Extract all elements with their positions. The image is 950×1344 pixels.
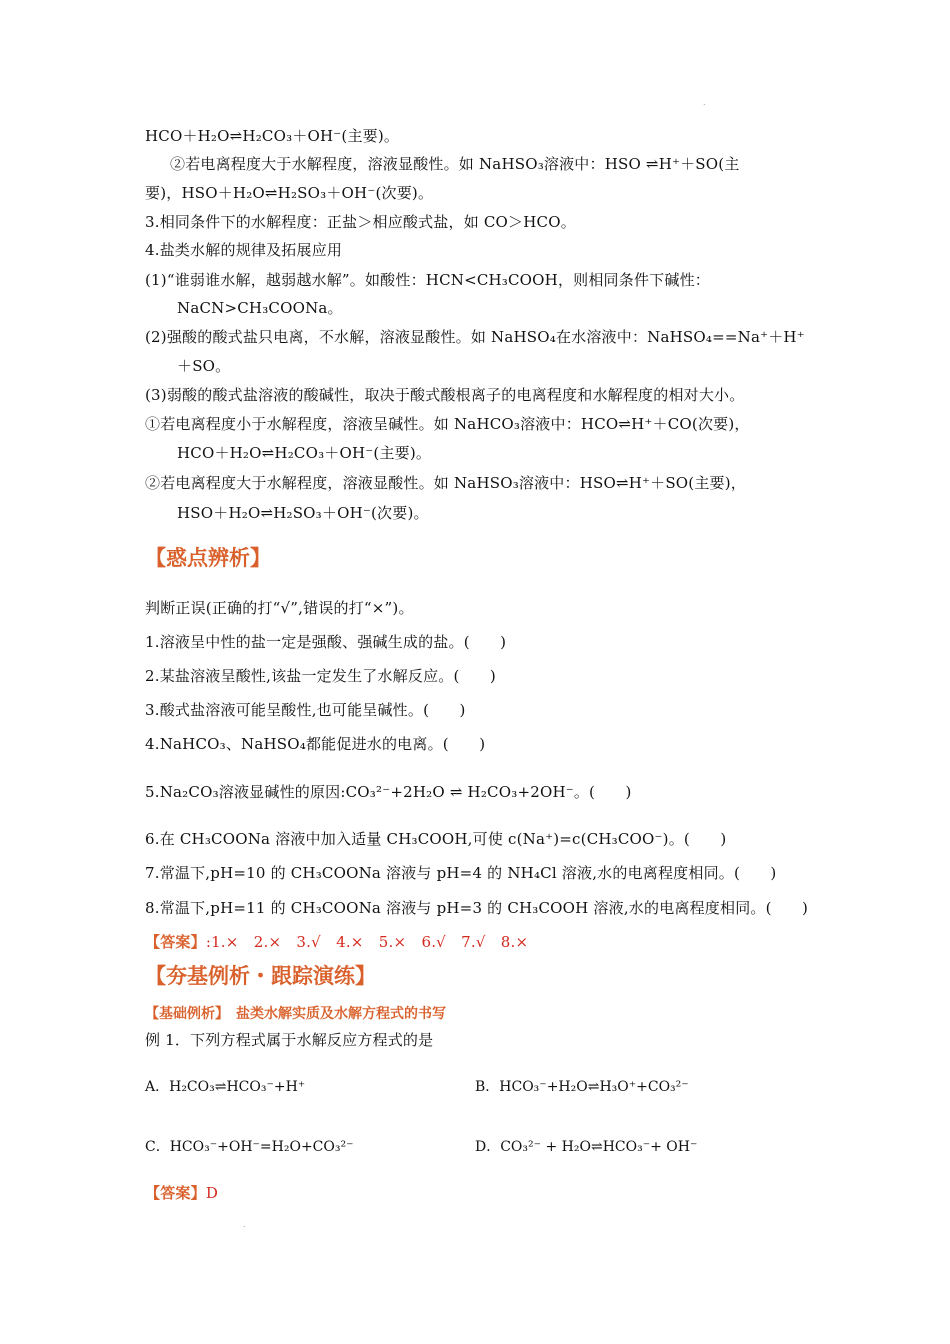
text-line: ＋SO。 [177, 357, 231, 375]
answer-line [145, 932, 528, 952]
section-intro: 判断正误(正确的打“√”,错误的打“×”)。 [145, 599, 414, 617]
text-line: ②若电离程度大于水解程度，溶液显酸性。如 NaHSO₃溶液中：HSO⇌H⁺＋SO(主要)， [145, 474, 747, 492]
text-line: ①若电离程度小于水解程度，溶液呈碱性。如 NaHCO₃溶液中：HCO⇌H⁺＋CO(次要)， [145, 415, 750, 433]
text-line: 3.相同条件下的水解程度：正盐＞相应酸式盐，如 CO＞HCO。 [145, 213, 576, 231]
text-line: HCO＋H₂O⇌H₂CO₃＋OH⁻(主要)。 [145, 127, 400, 145]
list-item: 6.在 CH₃COONa 溶液中加入适量 CH₃COOH,可使 c(Na⁺)=c(CH₃COO⁻)。( ) [145, 830, 727, 848]
list-item: 2.某盐溶液呈酸性,该盐一定发生了水解反应。( ) [145, 667, 496, 685]
question-text: 例 1．下列方程式属于水解反应方程式的是 [145, 1031, 434, 1049]
text-line: NaCN>CH₃COONa。 [177, 299, 343, 317]
answer-text: D [205, 1184, 219, 1202]
option-d: D．CO₃²⁻ + H₂O⇌HCO₃⁻+ OH⁻ [475, 1139, 698, 1155]
list-item: 8.常温下,pH=11 的 CH₃COONa 溶液与 pH=3 的 CH₃COOH 溶液,水的电离程度相同。( ) [145, 899, 809, 917]
answer-label: 【答案】 [145, 933, 206, 951]
stray-dot: . [703, 98, 706, 107]
text-line: (2)强酸的酸式盐只电离，不水解，溶液显酸性。如 NaHSO₄在水溶液中：NaHSO₄==Na⁺＋H⁺ [145, 328, 805, 346]
answer-line [145, 1183, 218, 1203]
text-line: HSO＋H₂O⇌H₂SO₃＋OH⁻(次要)。 [177, 504, 429, 522]
list-item: 7.常温下,pH=10 的 CH₃COONa 溶液与 pH=4 的 NH₄Cl 溶液,水的电离程度相同。( ) [145, 864, 777, 882]
text-line: 4.盐类水解的规律及拓展应用 [145, 241, 343, 259]
text-line: HCO＋H₂O⇌H₂CO₃＋OH⁻(主要)。 [177, 444, 432, 462]
list-item: 4.NaHCO₃、NaHSO₄都能促进水的电离。( ) [145, 735, 486, 753]
stray-dot: . [243, 1220, 246, 1229]
subheading-basic-example: 【基础例析】 盐类水解实质及水解方程式的书写 [145, 1006, 446, 1022]
option-c: C．HCO₃⁻+OH⁻=H₂O+CO₃²⁻ [145, 1139, 354, 1155]
text-line: (3)弱酸的酸式盐溶液的酸碱性，取决于酸式酸根离子的电离程度和水解程度的相对大小。 [145, 386, 745, 404]
answer-label: 【答案】 [145, 1184, 206, 1202]
answer-text: :1.× 2.× 3.√ 4.× 5.× 6.√ 7.√ 8.× [205, 933, 529, 951]
list-item: 3.酸式盐溶液可能呈酸性,也可能呈碱性。( ) [145, 701, 466, 719]
text-line: (1)“谁弱谁水解，越弱越水解”。如酸性：HCN<CH₃COOH，则相同条件下碱性： [145, 271, 710, 289]
text-line: ②若电离程度大于水解程度，溶液显酸性。如 NaHSO₃溶液中：HSO ⇌H⁺＋SO(主 [170, 155, 740, 173]
list-item: 5.Na₂CO₃溶液显碱性的原因:CO₃²⁻+2H₂O ⇌ H₂CO₃+2OH⁻。( ) [145, 783, 632, 801]
list-item: 1.溶液呈中性的盐一定是强酸、强碱生成的盐。( ) [145, 633, 507, 651]
section-heading-practice: 【夯基例析・跟踪演练】 [145, 964, 376, 988]
option-a: A．H₂CO₃⇌HCO₃⁻+H⁺ [145, 1079, 306, 1095]
section-heading-confusion-points: 【惑点辨析】 [145, 546, 271, 570]
option-b: B．HCO₃⁻+H₂O⇌H₃O⁺+CO₃²⁻ [475, 1079, 689, 1095]
text-line: 要)，HSO＋H₂O⇌H₂SO₃＋OH⁻(次要)。 [145, 184, 434, 202]
